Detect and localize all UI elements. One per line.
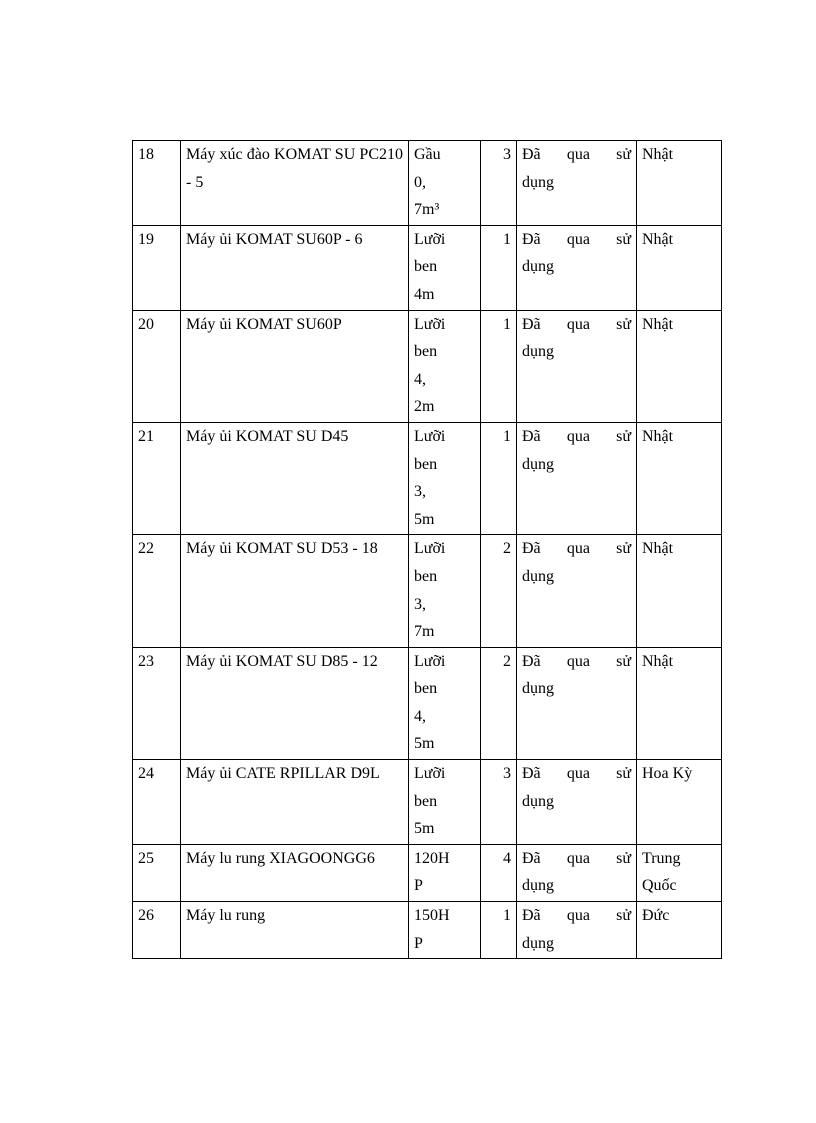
- specification-line: ben: [414, 680, 438, 698]
- specification-line: Lưỡi: [414, 765, 446, 783]
- row-number-cell: 21: [133, 422, 181, 534]
- status-cell: [517, 422, 637, 534]
- equipment-name-cell: Máy lu rung XIAGOONGG6: [181, 844, 409, 901]
- status-line: dụng: [522, 258, 554, 276]
- status-line: Đã qua sử: [522, 146, 631, 163]
- specification-line: P: [414, 934, 423, 952]
- status-line: Đã qua sử: [522, 540, 631, 558]
- row-number-cell: 19: [133, 225, 181, 310]
- quantity-cell: 1: [481, 902, 517, 959]
- equipment-name-cell: Máy ủi KOMAT SU D45: [181, 422, 409, 534]
- specification-cell: [409, 310, 481, 422]
- table-row: [133, 844, 722, 901]
- specification-line: 5m: [414, 735, 435, 753]
- specification-line: 3,: [414, 483, 426, 501]
- row-number-cell: 24: [133, 760, 181, 845]
- specification-cell: [409, 647, 481, 759]
- status-cell: [517, 535, 637, 647]
- status-line: dụng: [522, 680, 554, 698]
- row-number-cell: 26: [133, 902, 181, 959]
- status-line: dụng: [522, 792, 554, 810]
- specification-line: 0,: [414, 173, 426, 191]
- quantity-cell: 2: [481, 647, 517, 759]
- status-line: dụng: [522, 934, 554, 952]
- specification-line: 5m: [414, 510, 435, 528]
- row-number-cell: 25: [133, 844, 181, 901]
- equipment-name-cell: Máy xúc đào KOMAT SU PC210 - 5: [181, 141, 409, 226]
- specification-cell: [409, 844, 481, 901]
- status-line: Đã qua sử: [522, 427, 631, 445]
- specification-line: ben: [414, 455, 438, 473]
- specification-line: Lưỡi: [414, 652, 446, 670]
- specification-line: ben: [414, 567, 438, 585]
- quantity-cell: 3: [481, 760, 517, 845]
- table-row: [133, 647, 722, 759]
- quantity-cell: 1: [481, 422, 517, 534]
- status-cell: [517, 225, 637, 310]
- table-row: [133, 535, 722, 647]
- specification-line: 7m: [414, 623, 435, 641]
- table-row: [133, 310, 722, 422]
- quantity-cell: 4: [481, 844, 517, 901]
- quantity-cell: 2: [481, 535, 517, 647]
- equipment-name-cell: Máy lu rung: [181, 902, 409, 959]
- quantity-cell: 1: [481, 225, 517, 310]
- status-line: dụng: [522, 877, 554, 895]
- specification-cell: [409, 225, 481, 310]
- status-cell: [517, 141, 637, 226]
- origin-country-cell: Trung Quốc: [637, 844, 722, 901]
- row-number-cell: 18: [133, 141, 181, 226]
- specification-line: 150H: [414, 907, 450, 925]
- specification-line: Gầu: [414, 146, 441, 163]
- specification-cell: [409, 141, 481, 226]
- specification-line: 3,: [414, 595, 426, 613]
- equipment-table: [132, 140, 722, 959]
- origin-country-cell: Hoa Kỳ: [637, 760, 722, 845]
- status-line: Đã qua sử: [522, 849, 631, 867]
- specification-cell: [409, 422, 481, 534]
- specification-cell: [409, 535, 481, 647]
- row-number-cell: 20: [133, 310, 181, 422]
- specification-cell: [409, 760, 481, 845]
- origin-country-cell: Nhật: [637, 647, 722, 759]
- specification-line: 4,: [414, 370, 426, 388]
- specification-line: Lưỡi: [414, 427, 446, 445]
- table-row: [133, 902, 722, 959]
- status-line: dụng: [522, 567, 554, 585]
- status-cell: [517, 844, 637, 901]
- specification-line: ben: [414, 343, 438, 361]
- specification-line: ben: [414, 792, 438, 810]
- specification-line: Lưỡi: [414, 540, 446, 558]
- equipment-name-cell: Máy ủi KOMAT SU60P - 6: [181, 225, 409, 310]
- status-line: dụng: [522, 455, 554, 473]
- table-row: [133, 760, 722, 845]
- quantity-cell: 1: [481, 310, 517, 422]
- specification-line: 2m: [414, 398, 435, 416]
- equipment-name-cell: Máy ủi KOMAT SU D53 - 18: [181, 535, 409, 647]
- origin-country-cell: Nhật: [637, 225, 722, 310]
- status-cell: [517, 902, 637, 959]
- status-line: dụng: [522, 173, 554, 191]
- status-cell: [517, 760, 637, 845]
- status-line: Đã qua sử: [522, 907, 631, 925]
- row-number-cell: 22: [133, 535, 181, 647]
- equipment-name-cell: Máy ủi KOMAT SU60P: [181, 310, 409, 422]
- specification-line: 4m: [414, 285, 435, 303]
- status-cell: [517, 647, 637, 759]
- specification-line: ben: [414, 258, 438, 276]
- status-cell: [517, 310, 637, 422]
- origin-country-cell: Nhật: [637, 310, 722, 422]
- equipment-table-body: [133, 141, 722, 959]
- specification-line: 5m: [414, 820, 435, 838]
- table-row: [133, 225, 722, 310]
- equipment-name-cell: Máy ủi KOMAT SU D85 - 12: [181, 647, 409, 759]
- equipment-name-cell: Máy ủi CATE RPILLAR D9L: [181, 760, 409, 845]
- origin-country-cell: Nhật: [637, 535, 722, 647]
- status-line: Đã qua sử: [522, 230, 631, 248]
- specification-line: Lưỡi: [414, 315, 446, 333]
- table-row: [133, 422, 722, 534]
- origin-country-cell: Nhật: [637, 141, 722, 226]
- row-number-cell: 23: [133, 647, 181, 759]
- quantity-cell: 3: [481, 141, 517, 226]
- status-line: Đã qua sử: [522, 765, 631, 783]
- specification-line: Lưỡi: [414, 230, 446, 248]
- table-row: [133, 141, 722, 226]
- status-line: Đã qua sử: [522, 652, 631, 670]
- origin-country-cell: Nhật: [637, 422, 722, 534]
- specification-line: P: [414, 877, 423, 895]
- origin-country-cell: Đức: [637, 902, 722, 959]
- specification-line: 120H: [414, 849, 450, 867]
- specification-line: 4,: [414, 707, 426, 725]
- status-line: dụng: [522, 343, 554, 361]
- status-line: Đã qua sử: [522, 315, 631, 333]
- specification-line: 7m³: [414, 201, 440, 219]
- specification-cell: [409, 902, 481, 959]
